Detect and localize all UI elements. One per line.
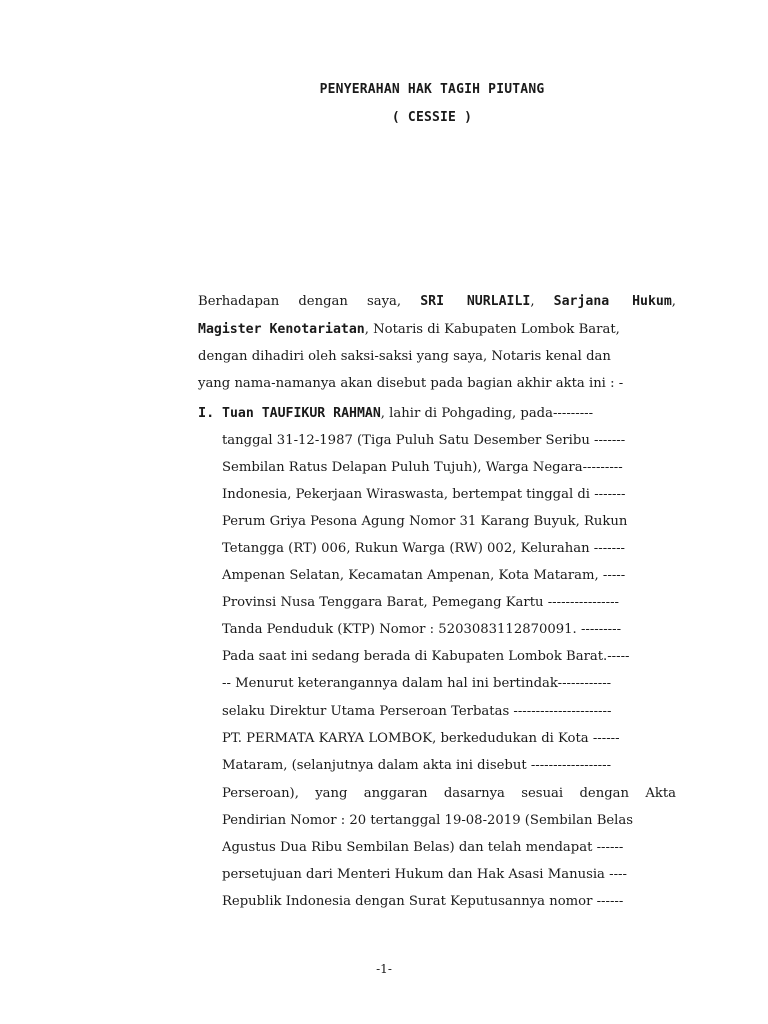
intro-line-3: dengan dihadiri oleh saksi-saksi yang saya, Notaris kenal dan — [198, 349, 611, 364]
intro-line-2: Magister Kenotariatan, Notaris di Kabupaten Lombok Barat, — [198, 322, 620, 337]
party-line-1: Tuan TAUFIKUR RAHMAN, lahir di Pohgading, pada--------- — [222, 406, 594, 421]
intro-line-1: Berhadapan dengan saya, SRI NURLAILI, Sarjana Hukum, — [198, 294, 676, 309]
party-line: Pada saat ini sedang berada di Kabupaten Lombok Barat.----- — [222, 649, 630, 664]
party-line: Ampenan Selatan, Kecamatan Ampenan, Kota Mataram, ----- — [222, 568, 626, 583]
intro-line-4: yang nama-namanya akan disebut pada bagian akhir akta ini : - — [198, 376, 624, 391]
party-line: Perum Griya Pesona Agung Nomor 31 Karang Buyuk, Rukun — [222, 514, 628, 529]
notary-name: SRI NURLAILI — [420, 294, 531, 309]
notary-degree: Sarjana Hukum — [553, 294, 672, 309]
document-subtitle: ( CESSIE ) — [391, 110, 473, 125]
party-line: Perseroan), yang anggaran dasarnya sesuai dengan Akta — [222, 786, 676, 801]
party-line: Pendirian Nomor : 20 tertanggal 19-08-2019 (Sembilan Belas — [222, 813, 634, 828]
party-line: Mataram, (selanjutnya dalam akta ini disebut ------------------ — [222, 758, 612, 773]
party-line: Tetangga (RT) 006, Rukun Warga (RW) 002, Kelurahan ------- — [222, 541, 626, 556]
document-title: PENYERAHAN HAK TAGIH PIUTANG — [319, 82, 545, 97]
party-line: -- Menurut keterangannya dalam hal ini bertindak------------ — [222, 676, 612, 691]
party-line: Republik Indonesia dengan Surat Keputusannya nomor ------ — [222, 894, 624, 909]
party-line: persetujuan dari Menteri Hukum dan Hak Asasi Manusia ---- — [222, 867, 627, 882]
party-name: Tuan TAUFIKUR RAHMAN — [222, 406, 381, 421]
notary-title: Magister Kenotariatan — [198, 322, 365, 337]
party-line: Agustus Dua Ribu Sembilan Belas) dan telah mendapat ------ — [222, 840, 624, 855]
party-line: Sembilan Ratus Delapan Puluh Tujuh), Warga Negara--------- — [222, 460, 623, 475]
party-line: tanggal 31-12-1987 (Tiga Puluh Satu Desember Seribu ------- — [222, 433, 626, 448]
party-line: Provinsi Nusa Tenggara Barat, Pemegang Kartu ---------------- — [222, 595, 620, 610]
party-line: PT. PERMATA KARYA LOMBOK, berkedudukan di Kota ------ — [222, 731, 620, 746]
party-number: I. — [198, 405, 215, 421]
party-line: Tanda Penduduk (KTP) Nomor : 5203083112870091. --------- — [222, 622, 622, 637]
party-line: selaku Direktur Utama Perseroan Terbatas ---------------------- — [222, 704, 612, 719]
party-line: Indonesia, Pekerjaan Wiraswasta, bertempat tinggal di ------- — [222, 487, 626, 502]
page-number: -1- — [376, 962, 392, 976]
